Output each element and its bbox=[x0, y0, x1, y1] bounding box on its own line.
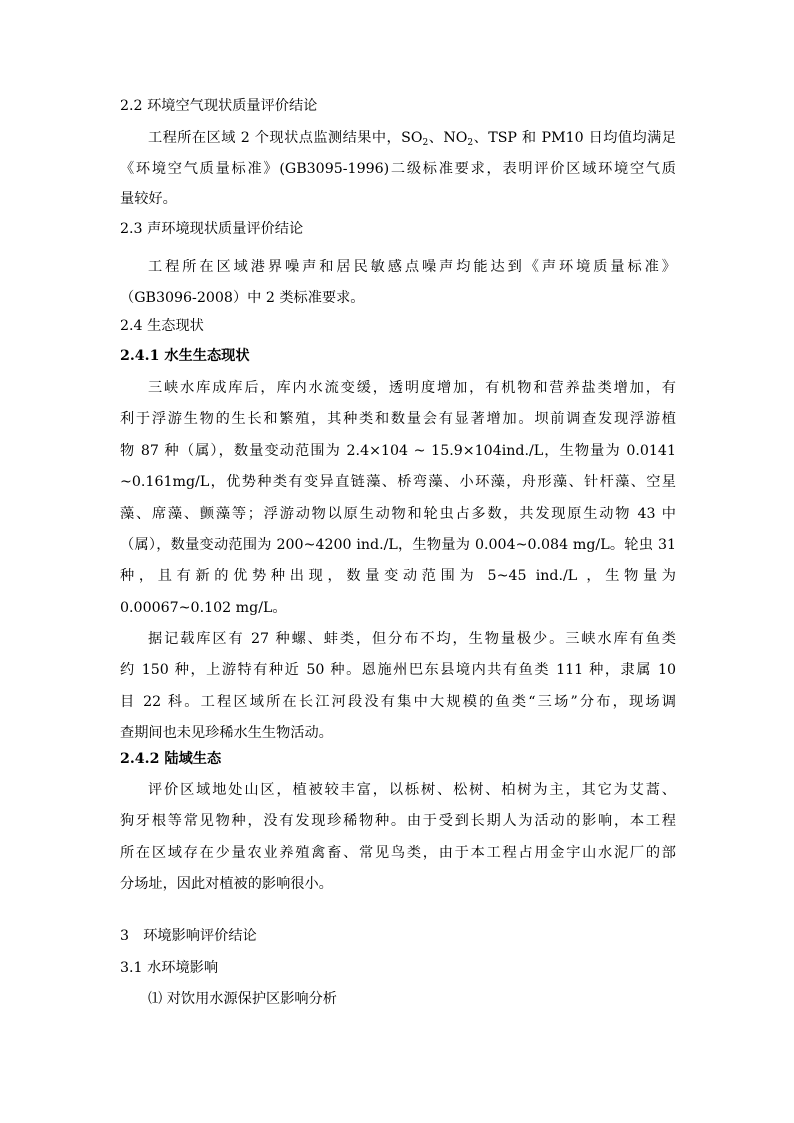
paragraph-line: 《环境空气质量标准》(GB3095-1996)二级标准要求，表明评价区域环境空气质 bbox=[120, 161, 676, 177]
subscript: 2 bbox=[422, 138, 429, 148]
paragraph-line: 种，且有新的优势种出现，数量变动范围为 5~45 ind./L ，生物量为 bbox=[120, 568, 676, 584]
text-span: 、TSP 和 PM10 日均值均满足 bbox=[473, 130, 676, 146]
section-heading-2-4-2: 2.4.2 陆域生态 bbox=[120, 751, 222, 767]
subscript: 2 bbox=[467, 138, 474, 148]
text-span: 、NO bbox=[428, 130, 468, 146]
paragraph-line: 查期间也未见珍稀水生生物活动。 bbox=[120, 725, 333, 741]
paragraph-line: 评价区域地处山区，植被较丰富，以栎树、松树、柏树为主，其它为艾蒿、 bbox=[148, 782, 676, 798]
paragraph-line: 藻、席藻、颤藻等；浮游动物以原生动物和轮虫占多数，共发现原生动物 43 中 bbox=[120, 506, 676, 522]
paragraph-line: 狗牙根等常见物种，没有发现珍稀物种。由于受到长期人为活动的影响，本工程 bbox=[120, 813, 676, 829]
paragraph-line: 分场址，因此对植被的影响很小。 bbox=[120, 876, 333, 892]
section-heading-2-3: 2.3 声环境现状质量评价结论 bbox=[120, 221, 304, 237]
paragraph-line: 量较好。 bbox=[120, 191, 177, 207]
list-item: ⑴ 对饮用水源保护区影响分析 bbox=[148, 991, 337, 1007]
paragraph-line: 据记载库区有 27 种螺、蚌类，但分布不均，生物量极少。三峡水库有鱼类 bbox=[148, 631, 676, 647]
paragraph-line: 所在区域存在少量农业养殖禽畜、常见鸟类，由于本工程占用金宇山水泥厂的部 bbox=[120, 845, 676, 861]
paragraph-line: 工程所在区域港界噪声和居民敏感点噪声均能达到《声环境质量标准》 bbox=[148, 259, 676, 275]
paragraph-line: 三峡水库成库后，库内水流变缓，透明度增加，有机物和营养盐类增加，有 bbox=[148, 380, 676, 396]
paragraph-line: （GB3096-2008）中 2 类标准要求。 bbox=[120, 290, 365, 306]
paragraph-line: 利于浮游生物的生长和繁殖，其种类和数量会有显著增加。坝前调查发现浮游植 bbox=[120, 411, 676, 427]
text-span: 工程所在区域 2 个现状点监测结果中，SO bbox=[148, 130, 423, 146]
paragraph-line: ~0.161mg/L，优势种类有变异直链藻、桥弯藻、小环藻，舟形藻、针杆藻、空星 bbox=[120, 474, 676, 490]
paragraph-line: 约 150 种，上游特有种近 50 种。恩施州巴东县境内共有鱼类 111 种，隶属 10 bbox=[120, 662, 676, 678]
paragraph-line bbox=[148, 128, 676, 148]
section-heading-2-4-1: 2.4.1 水生生态现状 bbox=[120, 348, 250, 364]
paragraph-line: 0.00067~0.102 mg/L。 bbox=[120, 600, 287, 616]
section-heading-3-1: 3.1 水环境影响 bbox=[120, 960, 219, 976]
section-heading-2-2: 2.2 环境空气现状质量评价结论 bbox=[120, 98, 318, 114]
paragraph-line: 目 22 科。工程区域所在长江河段没有集中大规模的鱼类“三场”分布，现场调 bbox=[120, 694, 676, 710]
section-heading-3: 3 环境影响评价结论 bbox=[120, 928, 257, 944]
paragraph-line: （属），数量变动范围为 200~4200 ind./L，生物量为 0.004~0.084 mg/L。轮虫 31 bbox=[120, 537, 676, 553]
paragraph-line: 物 87 种（属），数量变动范围为 2.4×104 ~ 15.9×104ind./L，生物量为 0.0141 bbox=[120, 443, 676, 459]
section-heading-2-4: 2.4 生态现状 bbox=[120, 318, 204, 334]
